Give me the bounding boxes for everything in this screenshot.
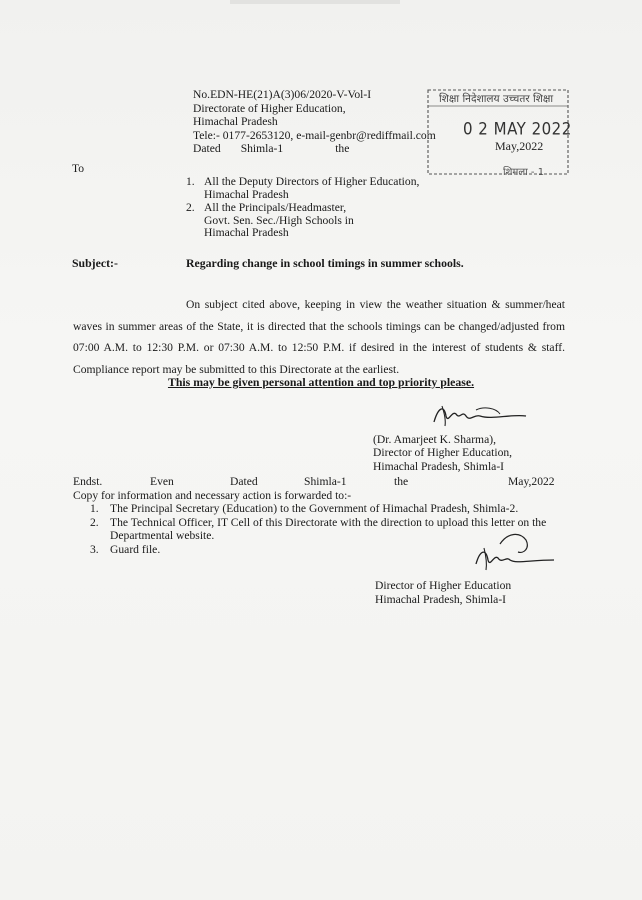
recipient-line: Himachal Pradesh — [204, 187, 289, 201]
copy-number: 1. — [90, 502, 99, 515]
stamp-date: 0 2 MAY 2022 — [463, 119, 572, 139]
recipient-item — [186, 176, 419, 201]
signatory-title: Director of Higher Education, — [373, 446, 513, 460]
recipient-line: All the Deputy Directors of Higher Education, — [204, 175, 420, 188]
recipient-number: 2. — [186, 201, 195, 215]
copy-item — [90, 502, 568, 516]
endst-the: the — [394, 475, 409, 488]
signatory-block — [373, 433, 512, 473]
signatory2-title: Director of Higher Education — [375, 579, 512, 592]
receipt-stamp — [425, 88, 573, 176]
office-state: Himachal Pradesh — [193, 115, 278, 129]
body-paragraph: On subject cited above, keeping in view the weather situation & summer/heat waves in summer areas of the State, it is directed that the schools timings can be changed/adjusted from 07:00 A.M. to 12:30 P.M. or 07:30 A.M. to 12:50 P.M. if desired in the interest of students & staff. Compliance report may be submitted to this Directorate at the earliest. — [73, 298, 565, 376]
endst-place: Shimla-1 — [304, 475, 347, 488]
recipient-line: Himachal Pradesh — [204, 226, 289, 240]
copy-number: 2. — [90, 515, 99, 529]
signatory2-block — [375, 579, 511, 607]
copy-text: The Principal Secretary (Education) to the Government of Himachal Pradesh, Shimla-2. — [110, 502, 519, 515]
recipient-line: Govt. Sen. Sec./High Schools in — [204, 213, 354, 227]
stamp-office: शिक्षा निदेशालय उच्चतर शिक्षा — [439, 93, 554, 105]
recipient-line: All the Principals/Headmaster, — [204, 201, 347, 215]
endst-month-year: May,2022 — [508, 475, 555, 488]
signatory-name: (Dr. Amarjeet K. Sharma), — [373, 433, 496, 446]
endst-label: Endst. — [73, 475, 103, 488]
signature-icon — [470, 530, 560, 579]
subject-text: Regarding change in school timings in summer schools. — [186, 256, 464, 270]
dated-place: Shimla-1 — [240, 142, 284, 156]
office-contact: Tele:- 0177-2653120, e-mail-genbr@rediffmail.com — [193, 128, 436, 142]
copy-number: 3. — [90, 542, 99, 556]
stamp-month-year: May,2022 — [495, 139, 544, 153]
copy-text: Guard file. — [110, 542, 161, 556]
recipient-number: 1. — [186, 175, 195, 188]
endorsement-line — [73, 475, 565, 489]
signatory2-place: Himachal Pradesh, Shimla-I — [375, 593, 507, 606]
dated-the: the — [335, 142, 350, 156]
priority-note: This may be given personal attention and top priority please. — [167, 375, 475, 389]
copy-text: The Technical Officer, IT Cell of this Directorate with the direction to upload this letter on the Departmental website. — [110, 515, 547, 543]
stamp-place: शिमला - 1 — [503, 167, 545, 178]
endst-dated: Dated — [230, 475, 258, 488]
endst-even: Even — [150, 475, 174, 488]
recipients-list — [186, 176, 419, 240]
dated-line — [193, 142, 436, 156]
subject-label: Subject:- — [72, 256, 118, 270]
dated-label: Dated — [193, 142, 221, 156]
reference-number: No.EDN-HE(21)A(3)06/2020-V-Vol-I — [193, 88, 372, 101]
signature-icon — [430, 396, 530, 435]
copy-intro: Copy for information and necessary action is forwarded to:- — [73, 489, 352, 502]
recipient-item — [186, 202, 419, 240]
letter-header — [193, 88, 436, 156]
to-label: To — [72, 162, 85, 175]
scan-artifact — [230, 0, 400, 4]
signatory-place: Himachal Pradesh, Shimla-I — [373, 459, 505, 473]
office-name: Directorate of Higher Education, — [193, 101, 346, 115]
